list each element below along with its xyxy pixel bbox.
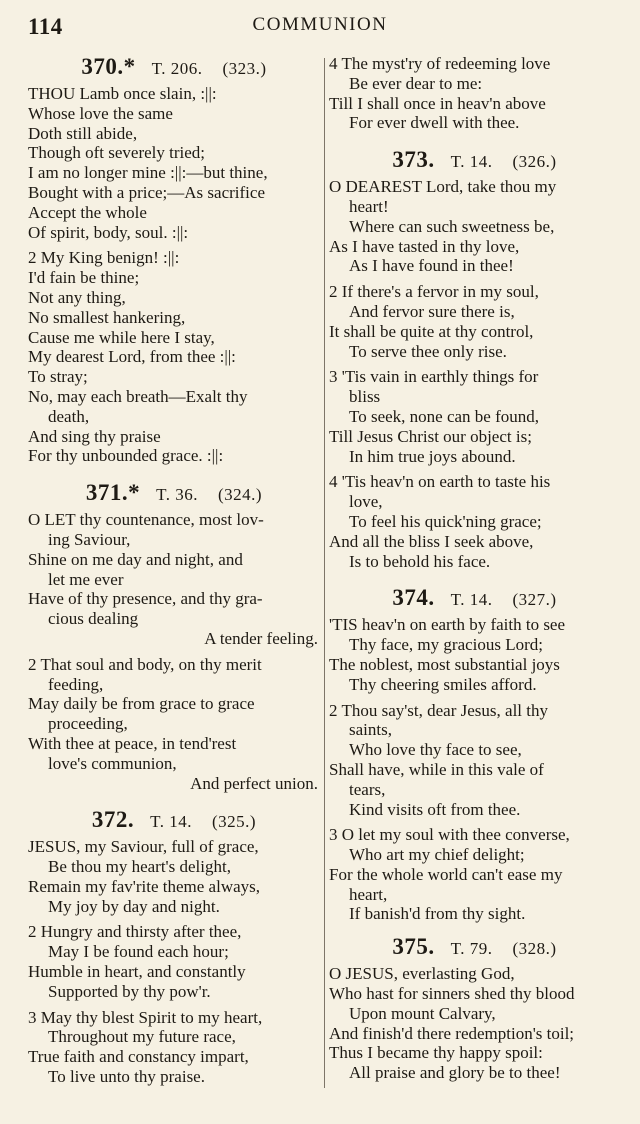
verse-line: Have of thy presence, and thy gra- (28, 589, 263, 609)
hymn-number: 374. (392, 585, 435, 611)
verse-line: I'd fain be thine; (28, 268, 140, 288)
verse-line: Who art my chief delight; (349, 845, 525, 865)
hymn-372-heading (28, 807, 320, 833)
verse-line: Shall have, while in this vale of (329, 759, 544, 779)
verse-line: It shall be quite at thy control, (329, 321, 534, 341)
hymn-374-heading (329, 585, 620, 611)
verse-line: With thee at peace, in tend'rest (28, 733, 237, 753)
verse-line: All praise and glory be to thee! (349, 1063, 561, 1083)
verse-line: To serve thee only rise. (349, 341, 507, 361)
verse-line: As I have found in thee! (349, 256, 514, 276)
verse-line: And finish'd there redemption's toil; (329, 1023, 575, 1043)
verse-line: And all the bliss I seek above, (329, 531, 534, 551)
right-column (329, 54, 620, 1083)
alt-ref: (326.) (512, 152, 557, 172)
verse-line: love's communion, (48, 753, 177, 773)
verse-line: My joy by day and night. (48, 896, 220, 916)
verse-line: To stray; (28, 367, 88, 387)
verse-line: For thy unbounded grace. :||: (28, 446, 224, 466)
verse-line: Shine on me day and night, and (28, 549, 243, 569)
verse-line: Whose love the same (28, 103, 173, 123)
verse-line: ing Saviour, (48, 529, 131, 549)
verse-line: THOU Lamb once slain, :||: (28, 84, 217, 103)
verse-line: 2 That soul and body, on thy merit (28, 654, 262, 674)
verse-line: Kind visits oft from thee. (349, 799, 521, 819)
verse-line: Is to behold his face. (349, 551, 491, 571)
hymn-373-heading (329, 147, 620, 173)
verse-line: tears, (349, 779, 386, 799)
hymn-375-heading (329, 934, 620, 960)
verse-line: JESUS, my Saviour, full of grace, (28, 837, 259, 857)
tune-ref: T. 14. (150, 812, 193, 832)
hymn-370-heading (28, 54, 320, 80)
verse-line: Who love thy face to see, (349, 740, 522, 760)
verse-line: For ever dwell with thee. (349, 113, 520, 133)
verse-line: Accept the whole (28, 202, 147, 222)
verse-line: For the whole world can't ease my (329, 864, 563, 884)
verse-line: Doth still abide, (28, 123, 138, 143)
alt-ref: (328.) (512, 939, 557, 959)
verse-line: A tender feeling. (204, 628, 318, 648)
verse-line: Till Jesus Christ our object is; (329, 426, 532, 446)
verse-line: To feel his quick'ning grace; (349, 511, 542, 531)
verse-line: bliss (349, 387, 381, 407)
hymn-number: 372. (91, 807, 135, 833)
verse-line: Throughout my future race, (48, 1027, 236, 1047)
alt-ref: (325.) (212, 812, 257, 832)
hymn-number: 370.* (81, 54, 136, 79)
verse-line: Bought with a price;—As sacrifice (28, 182, 265, 202)
verse-line: 3 May thy blest Spirit to my heart, (28, 1007, 263, 1027)
verse-line: Remain my fav'rite theme always, (28, 876, 261, 896)
verse-line: The noblest, most substantial joys (329, 654, 560, 674)
verse-line: May daily be from grace to grace (28, 694, 255, 714)
verse-line: Be ever dear to me: (349, 73, 483, 93)
alt-ref: (324.) (218, 485, 263, 505)
verse-line: heart, (349, 884, 388, 904)
verse-line: Though oft severely tried; (28, 143, 206, 163)
verse-line: Thus I became thy happy spoil: (329, 1043, 543, 1063)
verse-line: 3 O let my soul with thee converse, (329, 825, 570, 845)
verse-line: And perfect union. (190, 773, 318, 793)
tune-ref: T. 14. (450, 152, 493, 172)
page-number: 114 (28, 14, 63, 39)
verse-line: Supported by thy pow'r. (48, 981, 211, 1001)
verse-line: Upon mount Calvary, (349, 1003, 496, 1023)
hymn-371-heading (28, 480, 320, 506)
verse-line: Thy cheering smiles afford. (349, 674, 537, 694)
hymn-number: 371.* (85, 480, 141, 506)
verse-line: Thy face, my gracious Lord; (349, 635, 544, 655)
verse-line: O JESUS, everlasting God, (329, 964, 515, 984)
verse-line: As I have tasted in thy love, (329, 236, 520, 256)
verse-line: Not any thing, (28, 287, 126, 307)
verse-line: 2 If there's a fervor in my soul, (329, 282, 539, 302)
verse-line: 4 'Tis heav'n on earth to taste his (329, 472, 551, 492)
verse-line: My dearest Lord, from thee :||: (28, 347, 236, 367)
verse-line: death, (48, 406, 90, 426)
verse-line: In him true joys abound. (349, 446, 516, 466)
verse-line: Who hast for sinners shed thy blood (329, 984, 575, 1004)
verse-line: Be thou my heart's delight, (48, 857, 231, 877)
left-column (28, 54, 320, 1087)
verse-line: Till I shall once in heav'n above (329, 93, 546, 113)
verse-line: Of spirit, body, soul. :||: (28, 222, 189, 242)
hymn-number: 375. (392, 934, 435, 960)
verse-line: To live unto thy praise. (48, 1067, 205, 1087)
tune-ref: T. 14. (450, 590, 493, 610)
verse-line: feeding, (48, 674, 104, 694)
verse-line: saints, (349, 720, 392, 740)
verse-line: cious dealing (48, 609, 139, 629)
alt-ref: (323.) (222, 59, 267, 78)
verse-line: Where can such sweetness be, (349, 216, 555, 236)
verse-line: O LET thy countenance, most lov- (28, 510, 264, 530)
tune-ref: T. 79. (450, 939, 493, 959)
verse-line: let me ever (48, 569, 124, 589)
verse-line: 4 The myst'ry of redeeming love (329, 54, 551, 73)
verse-line: heart! (349, 196, 389, 216)
verse-line: 2 My King benign! :||: (28, 248, 180, 268)
verse-line: O DEAREST Lord, take thou my (329, 177, 557, 197)
alt-ref: (327.) (512, 590, 557, 610)
verse-line: 'TIS heav'n on earth by faith to see (329, 615, 566, 635)
verse-line: 3 'Tis vain in earthly things for (329, 367, 539, 387)
verse-line: May I be found each hour; (48, 942, 229, 962)
running-title: COMMUNION (252, 14, 388, 35)
verse-line: Humble in heart, and constantly (28, 962, 246, 982)
hymn-number: 373. (392, 147, 435, 173)
verse-line: 2 Thou say'st, dear Jesus, all thy (329, 700, 548, 720)
column-divider (324, 58, 325, 1088)
tune-ref: T. 36. (156, 485, 199, 505)
verse-line: And sing thy praise (28, 426, 161, 446)
verse-line: True faith and constancy impart, (28, 1047, 249, 1067)
verse-line: No smallest hankering, (28, 307, 186, 327)
verse-line: And fervor sure there is, (349, 301, 515, 321)
verse-line: 2 Hungry and thirsty after thee, (28, 922, 242, 942)
verse-line: I am no longer mine :||:—but thine, (28, 163, 268, 183)
verse-line: love, (349, 492, 383, 512)
verse-line: No, may each breath—Exalt thy (28, 386, 248, 406)
verse-line: If banish'd from thy sight. (349, 904, 526, 924)
tune-ref: T. 206. (151, 59, 203, 78)
verse-line: Cause me while here I stay, (28, 327, 215, 347)
verse-line: proceeding, (48, 714, 128, 734)
verse-line: To seek, none can be found, (349, 406, 539, 426)
